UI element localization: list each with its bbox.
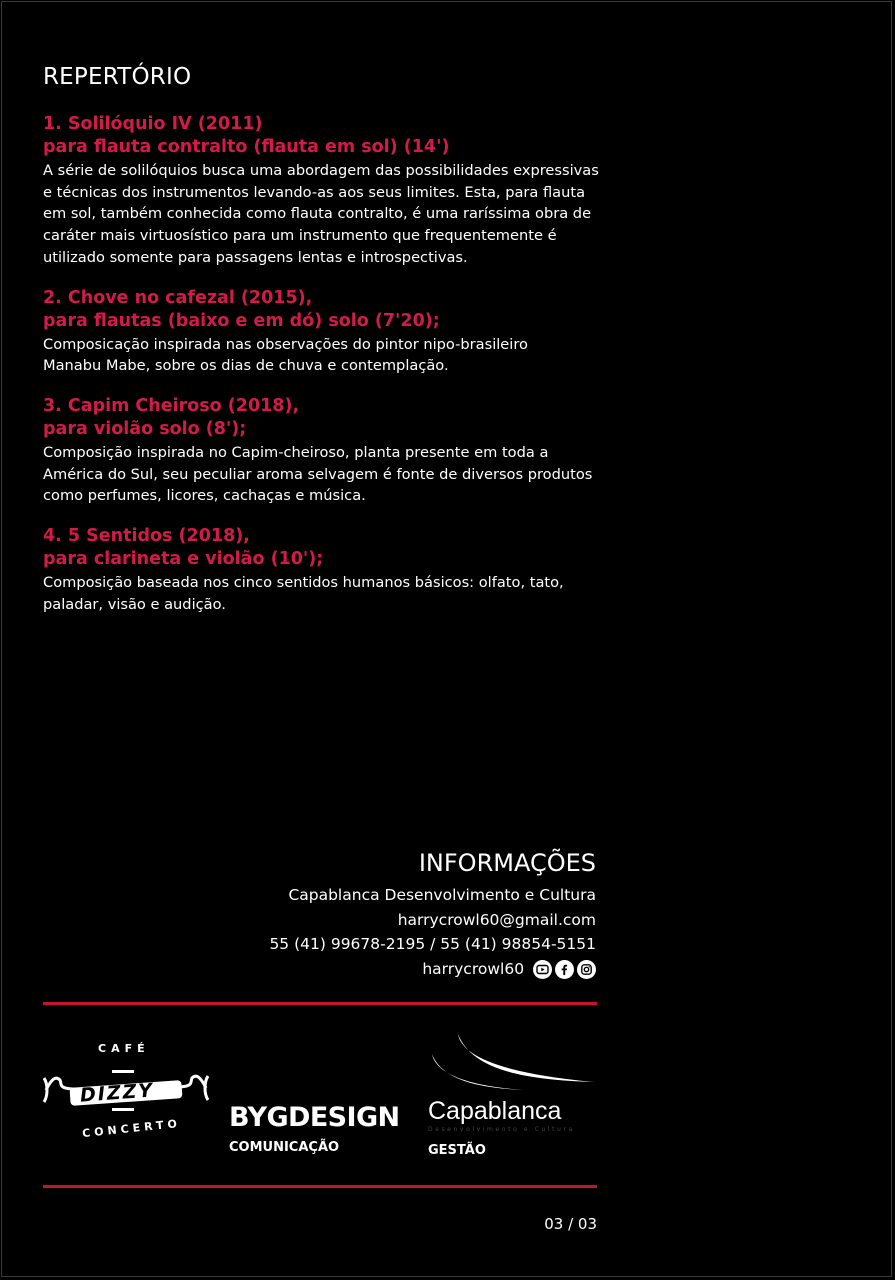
work-title: 1. Solilóquio IV (2011) xyxy=(43,114,263,134)
info-block xyxy=(269,846,596,981)
work-description: A série de solilóquios busca uma abordagem das possibilidades expressivas e técnicas dos instrumentos levando-as aos seus limites. Esta, para flauta em sol, também conhecida como flauta contralto, é uma raríssima obra de caráter mais virtuosístico para um instrumento que frequentemente é utilizado somente para passagens lentas e introspectivas. xyxy=(43,162,599,266)
capablanca-tagline: Desenvolvimento e Cultura xyxy=(428,1126,575,1133)
section-title: REPERTÓRIO xyxy=(43,64,192,90)
work-instrumentation: para violão solo (8'); xyxy=(43,418,247,439)
page-number: 03 / 03 xyxy=(544,1215,597,1233)
work-item xyxy=(43,287,623,377)
work-title: 4. 5 Sentidos (2018), xyxy=(43,526,250,547)
facebook-icon[interactable] xyxy=(555,960,574,979)
work-description: Composição baseada nos cinco sentidos humanos básicos: olfato, tato, paladar, visão e audição. xyxy=(43,574,564,613)
info-email[interactable]: harrycrowl60@gmail.com xyxy=(397,910,596,929)
capablanca-swoosh-icon xyxy=(428,1030,596,1094)
bygdesign-logo xyxy=(229,1102,400,1155)
work-title: 3. Capim Cheiroso (2018), xyxy=(43,395,300,416)
info-social xyxy=(269,957,596,982)
work-instrumentation: para flautas (baixo e em dó) solo (7'20); xyxy=(43,310,440,331)
instagram-icon[interactable] xyxy=(577,960,596,979)
cafe-logo-top: CAFÉ xyxy=(98,1042,150,1055)
social-handle: harrycrowl60 xyxy=(422,959,525,978)
divider-top xyxy=(43,1002,597,1005)
work-item xyxy=(43,113,623,269)
youtube-icon[interactable] xyxy=(533,960,552,979)
works-list xyxy=(43,113,623,633)
work-title: 2. Chove no cafezal (2015), xyxy=(43,287,313,308)
work-instrumentation: para clarineta e violão (10'); xyxy=(43,549,324,570)
info-title: INFORMAÇÕES xyxy=(418,849,596,877)
cafe-logo-main: DIZZY xyxy=(79,1079,155,1107)
capablanca-caption: GESTÃO xyxy=(428,1143,486,1158)
cafe-dizzy-logo xyxy=(42,1040,210,1150)
work-description: Composição inspirada no Capim-cheiroso, planta presente em toda a América do Sul, seu peculiar aroma selvagem é fonte de diversos produtos como perfumes, licores, cachaças e música. xyxy=(43,443,593,505)
bygdesign-caption: COMUNICAÇÃO xyxy=(229,1140,340,1155)
info-phones: 55 (41) 99678-2195 / 55 (41) 98854-5151 xyxy=(269,935,596,953)
work-instrumentation: para flauta contralto (flauta em sol) (14') xyxy=(43,137,450,157)
info-company: Capablanca Desenvolvimento e Cultura xyxy=(288,886,596,904)
capablanca-logo xyxy=(428,1030,596,1158)
work-item xyxy=(43,395,623,507)
divider-bottom xyxy=(43,1185,597,1188)
social-icons xyxy=(533,960,596,979)
capablanca-logo-text: Capablanca xyxy=(428,1097,562,1125)
work-description: Composicação inspirada nas observações do pintor nipo-brasileiro Manabu Mabe, sobre os dias de chuva e contemplação. xyxy=(43,335,528,375)
work-item xyxy=(43,525,623,615)
bygdesign-logo-text: BYGDESIGN xyxy=(229,1102,400,1133)
cafe-logo-bottom: CONCERTO xyxy=(81,1116,182,1141)
